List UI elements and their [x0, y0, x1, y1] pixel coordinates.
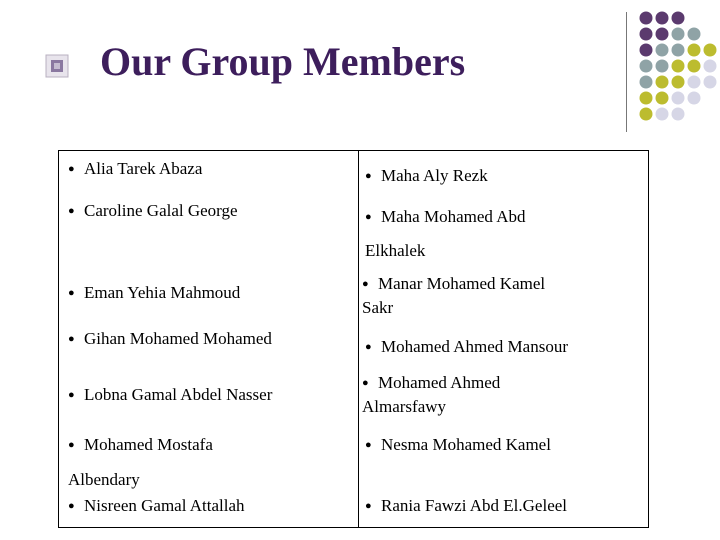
- member-name-continued: Sakr: [362, 297, 394, 317]
- decorative-dot: [656, 76, 669, 89]
- bullet-icon: ●: [68, 332, 75, 345]
- member-cell: [359, 193, 649, 272]
- member-name: Manar Mohamed Kamel: [378, 273, 546, 293]
- decorative-dot: [672, 92, 685, 105]
- bullet-icon: ●: [365, 438, 372, 451]
- decorative-dot: [656, 92, 669, 105]
- member-name: Maha Mohamed Abd: [381, 206, 526, 226]
- member-name: Mohamed Ahmed Mansour: [381, 336, 568, 356]
- decorative-dot: [656, 28, 669, 41]
- decorative-dot: [672, 76, 685, 89]
- decorative-dot: [688, 44, 701, 57]
- member-cell: [359, 370, 649, 427]
- members-table: [58, 150, 649, 528]
- bullet-icon: ●: [362, 376, 369, 389]
- member-name-continued: Almarsfawy: [362, 396, 447, 416]
- bullet-icon: ●: [365, 170, 372, 182]
- member-name: Eman Yehia Mahmoud: [84, 282, 241, 302]
- bullet-icon: ●: [68, 438, 75, 451]
- decorative-dot: [640, 12, 653, 25]
- decorative-dot: [688, 28, 701, 41]
- decorative-dot: [672, 28, 685, 41]
- member-name: Nisreen Gamal Attallah: [84, 495, 245, 515]
- bullet-icon: ●: [68, 499, 75, 512]
- member-name: Lobna Gamal Abdel Nasser: [84, 384, 273, 404]
- bullet-icon: ●: [68, 388, 75, 401]
- member-name-continued: Albendary: [68, 469, 140, 489]
- decorative-dot: [640, 60, 653, 73]
- member-name: Gihan Mohamed Mohamed: [84, 328, 272, 348]
- bullet-icon: ●: [362, 277, 369, 290]
- decorative-dot: [656, 12, 669, 25]
- member-cell: [59, 193, 359, 272]
- member-cell: [359, 151, 649, 193]
- decorative-dot: [688, 76, 701, 89]
- member-cell: [359, 493, 649, 528]
- decorative-dot: [672, 12, 685, 25]
- decorative-dot: [688, 92, 701, 105]
- decorative-dot: [640, 92, 653, 105]
- member-name: Nesma Mohamed Kamel: [381, 434, 551, 454]
- decorative-dot: [656, 108, 669, 121]
- bullet-icon: ●: [365, 210, 372, 223]
- member-cell: [59, 151, 359, 193]
- member-name: Mohamed Mostafa: [84, 434, 213, 454]
- bullet-icon: ●: [68, 286, 75, 299]
- bullet-icon: ●: [68, 163, 75, 175]
- decorative-dot: [656, 60, 669, 73]
- member-name: Caroline Galal George: [84, 200, 238, 220]
- member-cell: [59, 493, 359, 528]
- decorative-dot: [704, 44, 717, 57]
- member-name: Alia Tarek Abaza: [84, 159, 203, 178]
- bullet-icon: ●: [365, 340, 372, 353]
- slide-title: Our Group Members: [100, 39, 466, 84]
- decorative-dot: [640, 28, 653, 41]
- member-cell: [59, 322, 359, 370]
- bullet-icon: ●: [365, 499, 372, 512]
- decorative-dot-grid: [0, 0, 720, 140]
- member-cell: [359, 272, 649, 322]
- decorative-dot: [704, 60, 717, 73]
- member-cell: [59, 272, 359, 322]
- decorative-dot: [640, 76, 653, 89]
- member-name: Rania Fawzi Abd El.Geleel: [381, 495, 568, 515]
- member-name: Mohamed Ahmed: [378, 372, 501, 392]
- decorative-dot: [672, 44, 685, 57]
- bullet-icon: ●: [68, 204, 75, 217]
- member-cell: [59, 427, 359, 493]
- member-name: Maha Aly Rezk: [381, 166, 488, 185]
- decorative-dot: [672, 60, 685, 73]
- decorative-dot: [656, 44, 669, 57]
- decorative-dot: [640, 108, 653, 121]
- decorative-dot: [704, 76, 717, 89]
- decorative-dot: [688, 60, 701, 73]
- member-name-continued: Elkhalek: [365, 240, 426, 260]
- member-cell: [59, 370, 359, 427]
- member-cell: [359, 427, 649, 493]
- member-cell: [359, 322, 649, 370]
- decorative-dot: [672, 108, 685, 121]
- decorative-dot: [640, 44, 653, 57]
